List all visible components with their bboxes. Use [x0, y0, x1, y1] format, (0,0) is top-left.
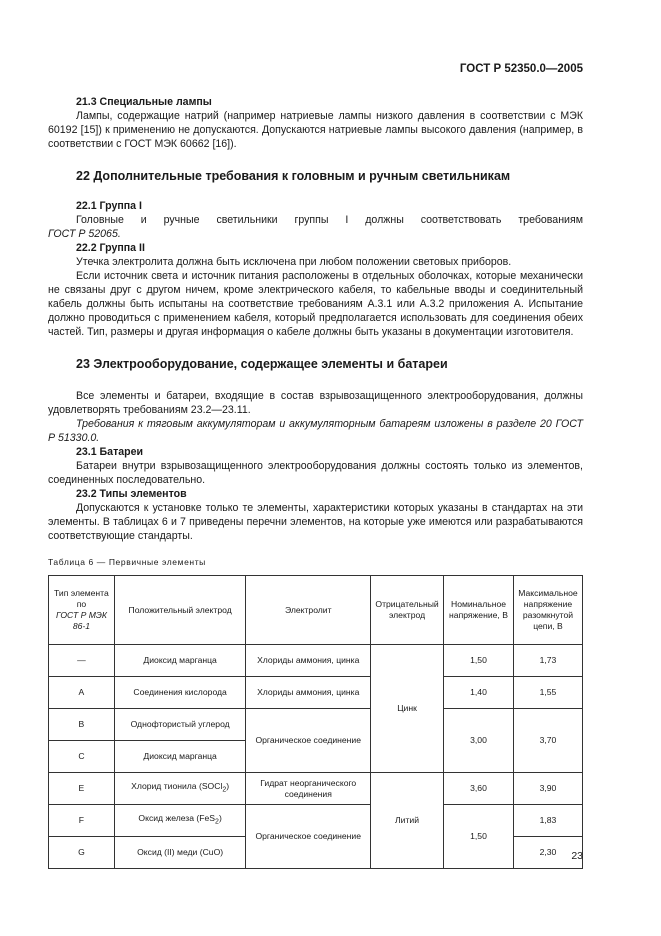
section-22-1-heading: 22.1 Группа I: [76, 200, 142, 212]
cell-max-voltage: 1,55: [513, 677, 582, 709]
positive-formula-base: Хлорид тионила (SOCl: [131, 781, 223, 792]
section-22-1-reference: ГОСТ Р 52065.: [48, 228, 121, 240]
cell-electrolyte: Хлориды аммония, цинка: [246, 677, 371, 709]
cell-type: C: [49, 741, 115, 773]
cell-negative-electrode-zinc: Цинк: [371, 645, 444, 773]
section-23-paragraph-1: Все элементы и батареи, входящие в состав взрывозащищенного электрооборудования, должны удовлетворять требованиям 23.2—23.11.: [48, 390, 583, 416]
cell-positive-electrode: [114, 773, 246, 805]
table-6-primary-cells: [48, 575, 583, 869]
section-22-2-paragraph-1: Утечка электролита должна быть исключена при любом положении световых приборов.: [76, 256, 512, 268]
cell-electrolyte-organic: Органическое соединение: [246, 709, 371, 773]
cell-nominal-voltage: 1,50: [444, 805, 514, 869]
section-23-paragraph-2: Требования к тяговым аккумуляторам и аккумуляторным батареям изложены в разделе 20 ГОСТ Р 51330.0.: [48, 418, 583, 444]
cell-type: G: [49, 837, 115, 869]
header-type-standard: ГОСТ Р МЭК 86-1: [55, 610, 107, 631]
cell-positive-electrode: Оксид (II) меди (CuO): [114, 837, 246, 869]
section-23-1-text: Батареи внутри взрывозащищенного электрооборудования должны состоять только из элементов, соединенных последовательно.: [48, 460, 583, 486]
cell-positive-electrode: [114, 805, 246, 837]
positive-formula-subscript: 2: [222, 786, 227, 794]
section-22-2-paragraph-2: Если источник света и источник питания расположены в отдельных оболочках, которые механически не связаны друг с другом ничем, кроме электрического кабеля, то кабельные вводы и соединительный кабель должны быть испытаны на соответствие требованиям А.3.1 или А.3.2 приложения А. Испытание должно проводиться с применением кабеля, который предполагается использовать для соединения обеих частей. Тип, размеры и другая информация о кабеле должны быть указаны в документации изготовителя.: [48, 270, 583, 338]
cell-nominal-voltage: 1,50: [444, 645, 514, 677]
header-cell-type: [49, 576, 115, 645]
positive-formula-end: ): [218, 813, 222, 824]
cell-electrolyte-organic: Органическое соединение: [246, 805, 371, 869]
cell-negative-electrode-lithium: Литий: [371, 773, 444, 869]
cell-electrolyte: Хлориды аммония, цинка: [246, 645, 371, 677]
cell-type: E: [49, 773, 115, 805]
cell-nominal-voltage: 3,60: [444, 773, 514, 805]
page-number: 23: [571, 850, 583, 862]
cell-nominal-voltage: 1,40: [444, 677, 514, 709]
cell-max-voltage: 1,73: [513, 645, 582, 677]
table-row: [49, 677, 583, 709]
cell-positive-electrode: Диоксид марганца: [114, 741, 246, 773]
header-cell-electrolyte: Электролит: [246, 576, 371, 645]
header-cell-max-voltage: Максимальное напряжение разомкнутой цепи, В: [513, 576, 582, 645]
header-cell-negative-electrode: Отрицательный электрод: [371, 576, 444, 645]
cell-max-voltage: 3,90: [513, 773, 582, 805]
positive-formula-base: Оксид железа (FeS: [138, 813, 216, 824]
header-cell-positive-electrode: Положительный электрод: [114, 576, 246, 645]
cell-type: A: [49, 677, 115, 709]
cell-max-voltage: 3,70: [513, 709, 582, 773]
cell-positive-electrode: Соединения кислорода: [114, 677, 246, 709]
section-23-1-heading: 23.1 Батареи: [76, 446, 144, 458]
cell-nominal-voltage: 3,00: [444, 709, 514, 773]
page-content: [48, 95, 583, 869]
cell-max-voltage: 1,83: [513, 805, 582, 837]
document-code: ГОСТ Р 52350.0—2005: [459, 63, 583, 75]
section-23-2-text: Допускаются к установке только те элементы, характеристики которых указаны в стандартах на эти элементы. В таблицах 6 и 7 приведены перечни элементов, на которые уже имеются или разрабатываются соответствующие стандарты.: [48, 502, 583, 542]
table-row: [49, 709, 583, 741]
positive-formula-subscript: 2: [215, 818, 219, 826]
cell-type: F: [49, 805, 115, 837]
cell-type: —: [49, 645, 115, 677]
section-22-1-text: Головные и ручные светильники группы I должны соответствовать требованиям: [76, 214, 583, 226]
table-header-row: [49, 576, 583, 645]
section-21-3-heading: 21.3 Специальные лампы: [76, 96, 212, 108]
positive-formula-end: ): [226, 781, 230, 792]
cell-positive-electrode: Диоксид марганца: [114, 645, 246, 677]
table-row: [49, 773, 583, 805]
cell-positive-electrode: Однофтористый углерод: [114, 709, 246, 741]
section-23-2-heading: 23.2 Типы элементов: [76, 488, 187, 500]
cell-max-voltage: 2,30: [513, 837, 582, 869]
section-22-2-heading: 22.2 Группа II: [76, 242, 145, 254]
section-22-heading: 22 Дополнительные требования к головным и ручным светильникам: [76, 169, 511, 183]
section-23-heading: 23 Электрооборудование, содержащее элементы и батареи: [76, 357, 448, 371]
section-21-3-text: Лампы, содержащие натрий (например натриевые лампы низкого давления в соответствии с МЭК 60192 [15]) к применению не допускаются. Допускаются натриевые лампы высокого давления (например, в соответствии с ГОСТ МЭК 60662 [16]).: [48, 110, 583, 150]
header-type-label: Тип элемента по: [54, 588, 109, 609]
cell-electrolyte: Гидрат неорганического соединения: [246, 773, 371, 805]
header-cell-nominal-voltage: Номинальное напряжение, В: [444, 576, 514, 645]
table-6-caption: Таблица 6 — Первичные элементы: [48, 557, 206, 567]
table-row: [49, 805, 583, 837]
table-row: [49, 645, 583, 677]
cell-type: B: [49, 709, 115, 741]
